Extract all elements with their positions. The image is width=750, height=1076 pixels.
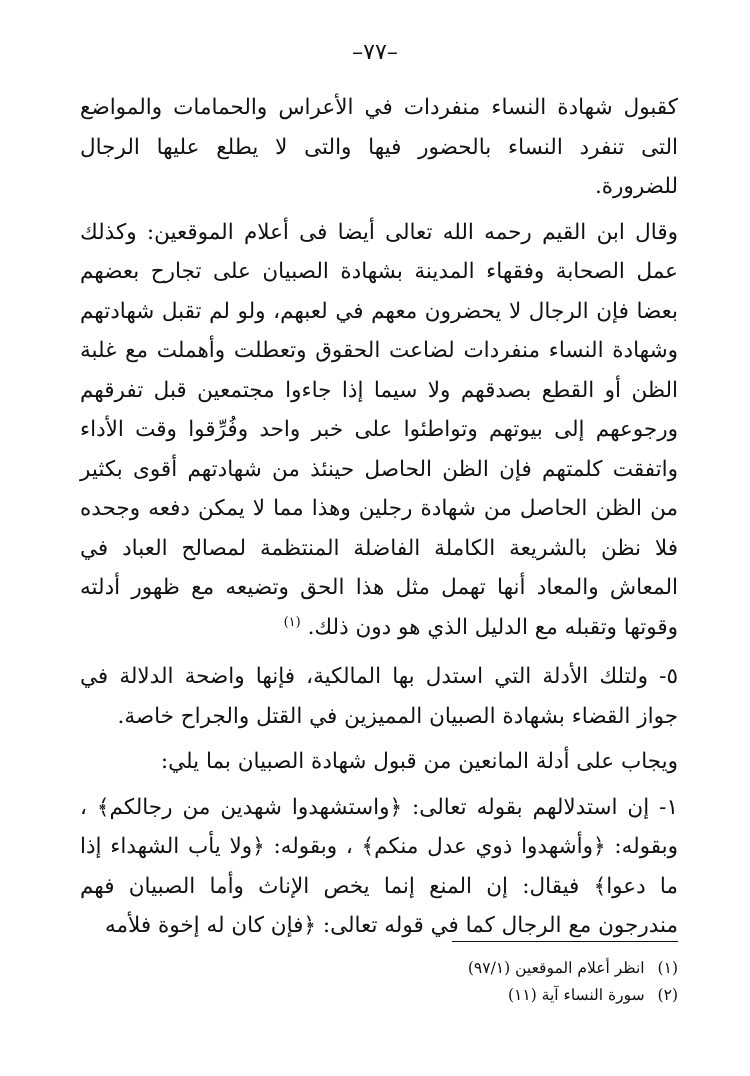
footnote-2-text: سورة النساء آية (١١) [507,986,645,1004]
paragraph-4: ويجاب على أدلة المانعين من قبول شهادة الصبيان بما يلي: [160,749,678,774]
footnote-ref-1: (١) [283,614,301,630]
paragraph-3: ٥- ولتلك الأدلة التي استدل بها المالكية، فإنها واضحة الدلالة في جواز القضاء بشهادة الصبيان المميزين في القتل والجراح خاصة. [80,664,678,729]
body-text [80,88,678,946]
footnote-divider [452,941,678,942]
footnotes [200,955,678,1009]
paragraph-1: كقبول شهادة النساء منفردات في الأعراس والحمامات والمواضع التى تنفرد النساء بالحضور فيها والتى لا يطلع عليها الرجال للضرورة. [80,95,678,199]
paragraph-2-text: وقال ابن القيم رحمه الله تعالى أيضا فى أعلام الموقعين: وكذلك عمل الصحابة وفقهاء المدينة بشهادة الصبيان على تجارح بعضهم بعضا فإن الرجال لا يحضرون معهم في لعبهم، ولو لم تقبل شهادتهم وشهادة النساء منفردات لضاعت الحقوق وتعطلت وأهملت مع غلبة الظن أو القطع بصدقهم ولا سيما إذا جاءوا مجتمعين قبل تفرقهم ورجوعهم إلى بيوتهم وتواطئوا على خبر واحد وفُرِّقوا وقت الأداء واتفقت كلمتهم فإن الظن الحاصل حينئذ من شهادتهم أقوى بكثير من الظن الحاصل من شهادة رجلين وهذا مما لا يمكن دفعه وجحده فلا نظن بالشريعة الكاملة الفاضلة المنتظمة لمصالح العباد في المعاش والمعاد أنها تهمل مثل هذا الحق وتضيعه مع ظهور أدلته وقوتها وتقبله مع الدليل الذي هو دون ذلك. [80,219,678,640]
footnote-1 [200,955,678,982]
footnote-2 [200,982,678,1009]
footnote-2-number: (٢) [657,986,678,1004]
paragraph-2 [80,213,678,648]
footnote-1-number: (١) [657,959,678,977]
footnote-1-text: انظر أعلام الموقعين (٩٧/١) [467,959,645,977]
paragraph-5: ١- إن استدلالهم بقوله تعالى: ﴿واستشهدوا شهدين من رجالكم﴾ ، وبقوله: ﴿وأشهدوا ذوي عدل منكم﴾ ، وبقوله: ﴿ولا يأب الشهداء إذا ما دعوا﴾ فيقال: إن المنع إنما يخص الإناث وأما الصبيان فهم مندرجون مع الرجال كما في قوله تعالى: ﴿فإن كان له إخوة فلأمه [80,794,678,938]
page-number: –٧٧– [352,40,398,65]
